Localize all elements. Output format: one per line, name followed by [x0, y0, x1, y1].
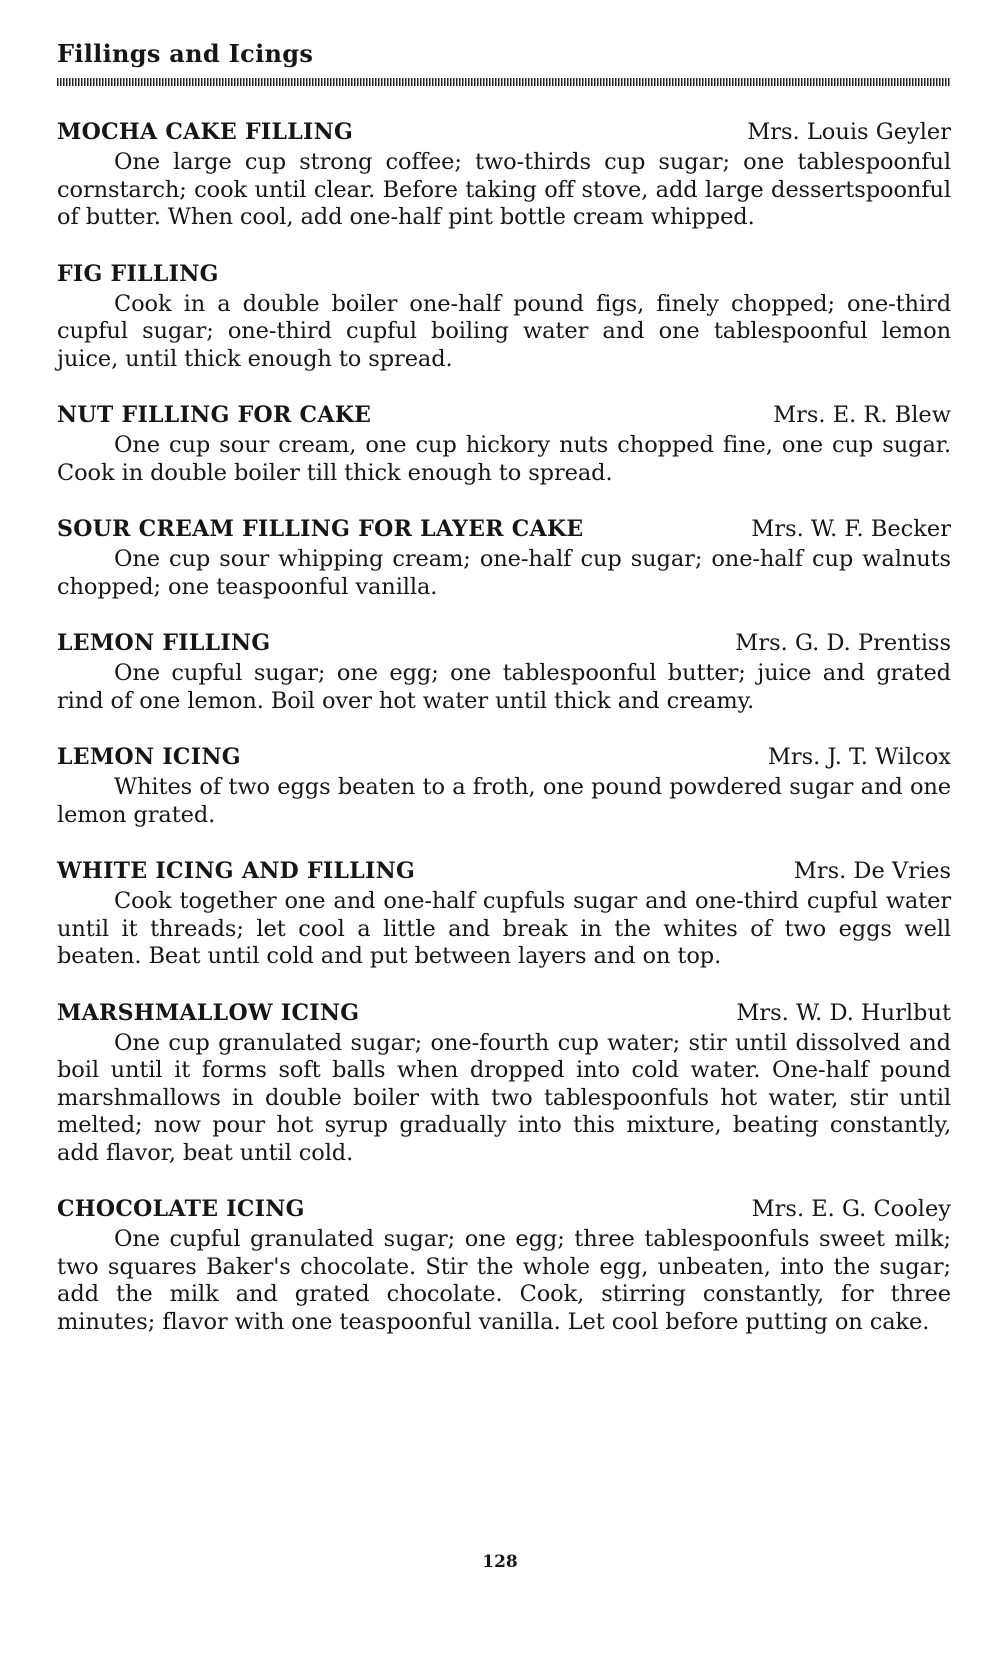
recipe-header [57, 1192, 951, 1226]
recipe-header [57, 740, 951, 774]
recipe-author: Mrs. W. D. Hurlbut [736, 999, 951, 1026]
recipe-body: One large cup strong coffee; two-thirds cup sugar; one tablespoonful cornstarch; cook until clear. Before taking off stove, add large dessertspoonful of butter. When cool, add one-half pint bottle cream whipped. [57, 149, 951, 230]
recipe-body: One cup granulated sugar; one-fourth cup water; stir until dissolved and boil until it forms soft balls when dropped into cold water. One-half pound marshmallows in double boiler with two tablespoonfuls hot water, stir until melted; now pour hot syrup gradually into this mixture, beating constantly, add flavor, beat until cold. [57, 1029, 951, 1166]
recipe-header [57, 115, 951, 149]
recipe-header [57, 257, 951, 291]
section-title: Fillings and Icings [57, 39, 314, 68]
header-rule [57, 78, 951, 86]
recipe-sour-cream-filling [57, 512, 951, 601]
recipe-author: Mrs. J. T. Wilcox [767, 744, 951, 770]
recipe-body: Cook together one and one-half cupfuls sugar and one-third cupful water until it threads; let cool a little and break in the whites of two eggs well beaten. Beat until cold and put between layers and on top. [57, 888, 951, 969]
recipe-marshmallow-icing [57, 996, 951, 1168]
recipe-fig-filling [57, 257, 951, 374]
recipe-header [57, 512, 951, 546]
book-page [57, 38, 951, 1361]
recipe-lemon-icing [57, 740, 951, 829]
recipe-header [57, 626, 951, 660]
recipe-mocha-cake-filling [57, 115, 951, 232]
recipe-header [57, 398, 951, 432]
recipe-author: Mrs. W. F. Becker [751, 516, 951, 542]
page-number: 128 [482, 1552, 518, 1572]
recipe-title: SOUR CREAM FILLING FOR LAYER CAKE [57, 516, 584, 542]
recipe-body: One cupful granulated sugar; one egg; three tablespoonfuls sweet milk; two squares Baker's chocolate. Stir the whole egg, unbeaten, into the sugar; add the milk and grated chocolate. Cook, stirring constantly, for three minutes; flavor with one teaspoonful vanilla. Let cool before putting on cake. [57, 1226, 951, 1335]
recipe-title: LEMON FILLING [57, 630, 271, 656]
recipe-author: Mrs. E. R. Blew [773, 402, 951, 428]
recipe-body: One cupful sugar; one egg; one tablespoonful butter; juice and grated rind of one lemon. Boil over hot water until thick and creamy. [57, 660, 951, 714]
recipe-title: LEMON ICING [57, 744, 241, 770]
recipe-header [57, 854, 951, 888]
recipe-author: Mrs. E. G. Cooley [751, 1196, 951, 1222]
recipe-author: Mrs. Louis Geyler [747, 119, 951, 145]
recipe-title: WHITE ICING AND FILLING [57, 858, 416, 884]
recipe-title: NUT FILLING FOR CAKE [57, 402, 372, 428]
recipe-title: MOCHA CAKE FILLING [57, 119, 354, 145]
recipe-title: FIG FILLING [57, 260, 219, 287]
recipe-title: CHOCOLATE ICING [57, 1196, 305, 1222]
recipe-white-icing-and-filling [57, 854, 951, 971]
recipe-nut-filling-for-cake [57, 398, 951, 487]
recipe-lemon-filling [57, 626, 951, 715]
recipe-title: MARSHMALLOW ICING [57, 999, 360, 1026]
recipe-body: Cook in a double boiler one-half pound figs, finely chopped; one-third cupful sugar; one-third cupful boiling water and one tablespoonful lemon juice, until thick enough to spread. [57, 290, 951, 372]
recipe-header [57, 996, 951, 1030]
recipe-body: One cup sour cream, one cup hickory nuts chopped fine, one cup sugar. Cook in double boiler till thick enough to spread. [57, 432, 951, 486]
recipe-body: One cup sour whipping cream; one-half cup sugar; one-half cup walnuts chopped; one teaspoonful vanilla. [57, 546, 951, 600]
recipe-author: Mrs. De Vries [793, 858, 951, 884]
recipe-author: Mrs. G. D. Prentiss [735, 630, 951, 656]
recipe-body: Whites of two eggs beaten to a froth, one pound powdered sugar and one lemon grated. [57, 774, 951, 828]
recipe-chocolate-icing [57, 1192, 951, 1336]
